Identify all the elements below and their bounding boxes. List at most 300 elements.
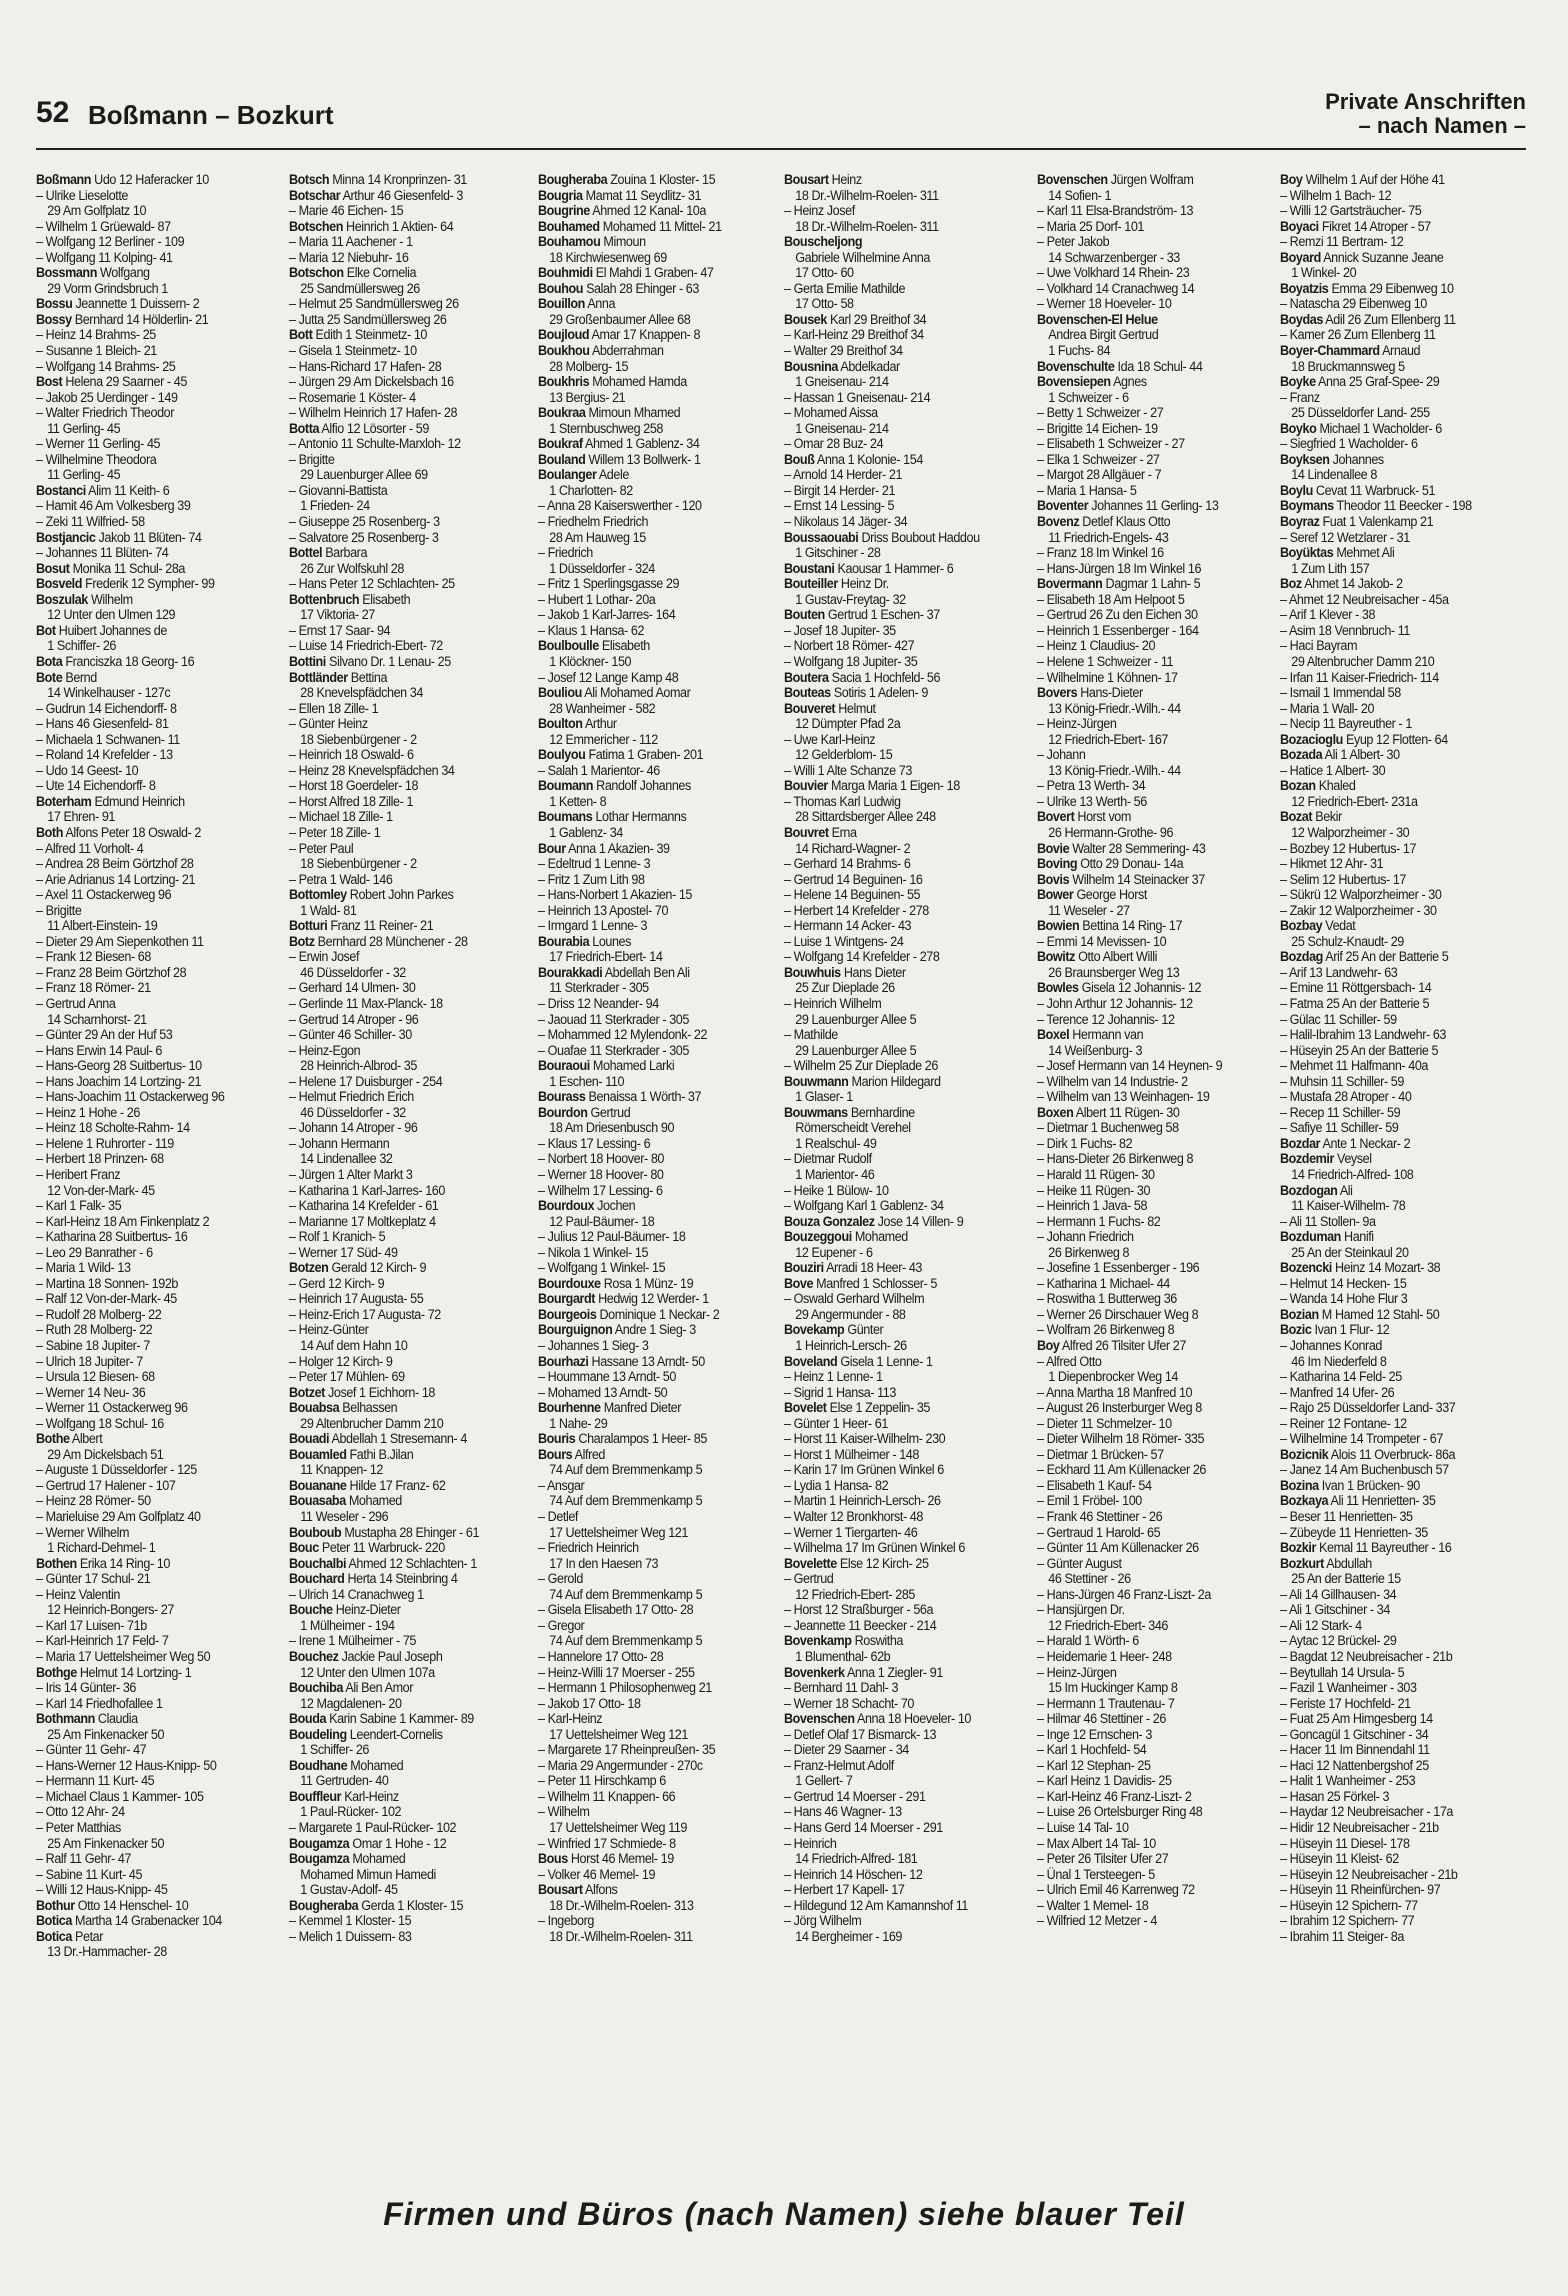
directory-entry: Boving Otto 29 Donau- 14a (1037, 856, 1184, 872)
directory-entry: 14 Bergheimer - 169 (795, 1928, 902, 1944)
directory-entry: 1 Nahe- 29 (549, 1415, 608, 1431)
directory-entry: 18 Am Driesenbusch 90 (549, 1120, 675, 1136)
directory-entry: Boyraz Fuat 1 Valenkamp 21 (1280, 514, 1434, 530)
surname: Bossu (36, 296, 73, 312)
directory-entry: – Wilhelmine 14 Trompeter - 67 (1280, 1431, 1443, 1447)
surname: Bouwmans (784, 1104, 848, 1120)
directory-entry: 14 Scharnhorst- 21 (47, 1011, 147, 1027)
directory-entry: Bouboub Mustapha 28 Ehinger - 61 (289, 1524, 480, 1540)
surname: Bost (36, 374, 63, 390)
directory-entry: – Gertrud 14 Moerser - 291 (784, 1788, 926, 1804)
directory-entry: – Dieter 29 Am Siepenkothen 11 (36, 933, 204, 949)
directory-entry: – Karl 12 Stephan- 25 (1037, 1757, 1151, 1773)
directory-entry: Boukraf Ahmed 1 Gablenz- 34 (538, 436, 700, 452)
surname: Bovert (1037, 809, 1075, 825)
directory-entry: 1 Gablenz- 34 (549, 824, 623, 840)
directory-entry: – Harald 11 Rügen- 30 (1037, 1167, 1155, 1182)
directory-entry: – Johann Friedrich (1037, 1229, 1134, 1245)
directory-entry: – Margarete 17 Rheinpreußen- 35 (538, 1742, 716, 1758)
directory-entry: Boszulak Wilhelm (36, 591, 133, 607)
directory-entry: – Oswald Gerhard Wilhelm (784, 1291, 925, 1307)
surname: Bozdag (1280, 949, 1323, 965)
directory-entry: – Maria 17 Uettelsheimer Weg 50 (36, 1648, 211, 1664)
directory-entry: – Friedrich (538, 545, 593, 561)
directory-entry: – Hüseyin 11 Kleist- 62 (1280, 1851, 1399, 1867)
directory-entry: – Franz 28 Beim Görtzhof 28 (36, 964, 187, 980)
directory-entry: Bougria Mamat 11 Seydlitz- 31 (538, 187, 702, 203)
directory-entry: – Günter 46 Schiller- 30 (289, 1027, 412, 1043)
surname: Bouabsa (289, 1400, 340, 1416)
directory-entry: – Roland 14 Krefelder - 13 (36, 747, 173, 763)
directory-entry: – Günter 1 Heer- 61 (784, 1415, 888, 1431)
directory-entry: – Wanda 14 Hohe Flur 3 (1280, 1291, 1408, 1307)
directory-entry: 18 Bruckmannsweg 5 (1291, 358, 1405, 374)
surname: Bozkaya (1280, 1493, 1329, 1509)
surname: Bous (538, 1851, 568, 1867)
directory-entry: Boxen Albert 11 Rügen- 30 (1037, 1104, 1180, 1120)
surname: Bouland (538, 451, 586, 467)
directory-entry: Bottenbruch Elisabeth (289, 591, 411, 607)
directory-entry: – Luise 14 Friedrich-Ebert- 72 (289, 638, 443, 654)
directory-entry: – Wolfgang 11 Kolping- 41 (36, 249, 173, 265)
directory-entry: – Gerd 12 Kirch- 9 (289, 1275, 385, 1291)
surname: Bovenschen (784, 1711, 855, 1727)
directory-entry: – Werner 18 Hoeveler- 10 (1037, 296, 1172, 312)
directory-entry: Bozdag Arif 25 An der Batterie 5 (1280, 949, 1449, 965)
directory-entry: 18 Siebenbürgener - 2 (300, 731, 417, 747)
directory-entry: Bozat Bekir (1280, 809, 1342, 825)
directory-entry: Bovenz Detlef Klaus Otto (1037, 514, 1171, 530)
directory-entry: 1 Gellert- 7 (795, 1773, 853, 1789)
directory-entry: – Julius 12 Paul-Bäumer- 18 (538, 1229, 686, 1245)
directory-entry: – Ouafae 11 Sterkrader - 305 (538, 1042, 689, 1058)
directory-entry: – Fritz 1 Sperlingsgasse 29 (538, 576, 680, 592)
directory-entry: Bouamled Fathi B.Jilan (289, 1446, 414, 1462)
directory-entry: – Halil-Ibrahim 13 Landwehr- 63 (1280, 1027, 1446, 1043)
directory-entry: – Emine 11 Röttgersbach- 14 (1280, 980, 1432, 996)
directory-entry: Bouraoui Mohamed Larki (538, 1058, 675, 1074)
directory-entry: – Wilhelm 1 Grüewald- 87 (36, 218, 171, 234)
directory-entry: – Heinrich 17 Augusta- 55 (289, 1291, 424, 1307)
directory-entry: – Lydia 1 Hansa- 82 (784, 1477, 889, 1493)
directory-entry: 14 Richard-Wagner- 2 (795, 840, 911, 856)
directory-entry: – Selim 12 Hubertus- 17 (1280, 871, 1407, 887)
directory-entry: – Gertrud Anna (36, 995, 116, 1011)
directory-entry: Bovensiepen Agnes (1037, 374, 1147, 390)
directory-entry: – Helmut 14 Hecken- 15 (1280, 1275, 1407, 1291)
surname: Botturi (289, 918, 328, 934)
directory-entry: – Karl-Heinrich 17 Feld- 7 (36, 1633, 169, 1649)
directory-entry: – Maria 12 Niebuhr- 16 (289, 249, 409, 265)
directory-entry: – Heinz Valentin (36, 1586, 120, 1602)
directory-entry: Boyüktas Mehmet Ali (1280, 545, 1395, 561)
directory-entry: 25 An der Steinkaul 20 (1291, 1244, 1409, 1260)
surname: Bouris (538, 1431, 576, 1447)
directory-entry: Bouda Karin Sabine 1 Kammer- 89 (289, 1711, 474, 1727)
directory-entry: – Wolfgang 18 Jupiter- 35 (784, 653, 918, 669)
directory-entry: 1 Wald- 81 (300, 902, 357, 918)
directory-entry: – Maria 1 Hansa- 5 (1037, 482, 1137, 498)
directory-entry: – Petra 13 Werth- 34 (1037, 778, 1146, 794)
directory-entry: – Reiner 12 Fontane- 12 (1280, 1415, 1407, 1431)
directory-entry: – Hüseyin 11 Diesel- 178 (1280, 1835, 1410, 1851)
directory-entry: – Katharina 1 Karl-Jarres- 160 (289, 1182, 445, 1198)
surname: Bouche (289, 1602, 333, 1618)
directory-entry: 12 Friedrich-Ebert- 167 (1048, 731, 1168, 747)
surname: Bouda (289, 1711, 327, 1727)
directory-entry: – Gerold (538, 1571, 583, 1587)
directory-entry: – Arif 13 Landwehr- 63 (1280, 964, 1398, 980)
surname: Bove (784, 1275, 814, 1291)
directory-entry: – Gerhard 14 Ulmen- 30 (289, 980, 416, 996)
directory-entry: Bowles Gisela 12 Johannis- 12 (1037, 980, 1202, 996)
directory-entry: 46 Düsseldorfer - 32 (300, 964, 406, 980)
directory-entry: Bozina Ivan 1 Brücken- 90 (1280, 1477, 1420, 1493)
surname: Bouliou (538, 685, 582, 701)
directory-entry: – Janez 14 Am Buchenbusch 57 (1280, 1462, 1449, 1478)
directory-entry: Both Alfons Peter 18 Oswald- 2 (36, 824, 202, 840)
directory-entry: – Nikolaus 14 Jäger- 34 (784, 514, 908, 530)
directory-entry: 18 Kirchwiesenweg 69 (549, 249, 667, 265)
surname: Boyatzis (1280, 280, 1329, 296)
directory-entry: Boumann Randolf Johannes (538, 778, 691, 794)
surname: Bostjancic (36, 529, 96, 545)
directory-entry: – Fuat 25 Am Himgesberg 14 (1280, 1711, 1433, 1727)
directory-entry: – Jürgen 29 Am Dickelsbach 16 (289, 374, 454, 390)
directory-entry: – John Arthur 12 Johannis- 12 (1037, 995, 1193, 1011)
directory-entry: – Günter 29 An der Huf 53 (36, 1027, 173, 1043)
surname: Boulboulle (538, 638, 599, 654)
directory-entry: – Werner Wilhelm (36, 1524, 130, 1540)
directory-entry: – Ellen 18 Zille- 1 (289, 700, 379, 716)
directory-entry: – Elisabeth 1 Kauf- 54 (1037, 1477, 1152, 1493)
directory-entry: – Andrea 28 Beim Görtzhof 28 (36, 856, 194, 872)
directory-entry: 18 Dr.-Wilhelm-Roelen- 311 (795, 218, 939, 234)
directory-entry: Mohamed Mimun Hamedi (300, 1866, 436, 1882)
directory-entry: – Heribert Franz (36, 1167, 121, 1182)
directory-entry: – Fazil 1 Wanheimer - 303 (1280, 1680, 1417, 1696)
directory-entry: – Elka 1 Schweizer - 27 (1037, 451, 1160, 467)
directory-entry: 1 Gneisenau- 214 (795, 374, 889, 390)
directory-entry: – Fatma 25 An der Batterie 5 (1280, 995, 1430, 1011)
surname: Bouvier (784, 778, 828, 794)
surname: Bovenkamp (784, 1633, 852, 1649)
directory-entry: – Michaela 1 Schwanen- 11 (36, 731, 180, 747)
directory-entry: – Hans-Werner 12 Haus-Knipp- 50 (36, 1757, 217, 1773)
directory-entry: – Peter 11 Hirschkamp 6 (538, 1773, 666, 1789)
directory-entry: – Jörg Wilhelm (784, 1913, 862, 1929)
surname: Bouadi (289, 1431, 330, 1447)
surname: Bouscheljong (784, 234, 863, 250)
directory-entry: – Anna Martha 18 Manfred 10 (1037, 1384, 1193, 1400)
directory-entry: – Hans Peter 12 Schlachten- 25 (289, 576, 455, 592)
directory-entry: – Wolfgang 14 Brahms- 25 (36, 358, 176, 374)
surname: Bouchard (289, 1571, 345, 1587)
directory-entry: 12 Unter den Ulmen 107a (300, 1664, 435, 1680)
directory-entry: Bove Manfred 1 Schlosser- 5 (784, 1275, 937, 1291)
directory-entry: Bourhenne Manfred Dieter (538, 1400, 682, 1416)
directory-entry: – Winfried 17 Schmiede- 8 (538, 1835, 676, 1851)
directory-entry: 13 Dr.-Hammacher- 28 (47, 1944, 167, 1960)
directory-entry: Bozada Ali 1 Albert- 30 (1280, 747, 1400, 763)
directory-entry: Bousart Heinz (784, 172, 862, 187)
surname: Bousart (784, 172, 829, 187)
directory-entry: – Helene 1 Ruhrorter - 119 (36, 1135, 174, 1151)
directory-entry: – Hans 46 Wagner- 13 (784, 1804, 902, 1820)
directory-entry: – Heinz 28 Knevelspfädchen 34 (289, 762, 455, 778)
surname: Bourhazi (538, 1353, 589, 1369)
directory-entry: – Natascha 29 Eibenweg 10 (1280, 296, 1427, 312)
directory-entry: 1 Heinrich-Lersch- 26 (795, 1338, 907, 1354)
surname: Boyer-Chammard (1280, 343, 1380, 359)
directory-entry: – Walter 29 Breithof 34 (784, 343, 903, 359)
surname: Bower (1037, 887, 1074, 903)
directory-entry: – Necip 11 Bayreuther - 1 (1280, 716, 1412, 732)
directory-entry: – Hermann 14 Acker- 43 (784, 918, 912, 934)
surname: Bowitz (1037, 949, 1076, 965)
directory-entry: Boventer Johannes 11 Gerling- 13 (1037, 498, 1219, 514)
surname: Bouc (289, 1540, 319, 1556)
surname: Bovenschen-El Helue (1037, 311, 1158, 327)
surname: Boujloud (538, 327, 590, 343)
directory-entry: – Heinz 1 Lenne- 1 (784, 1369, 883, 1385)
surname: Bozan (1280, 778, 1316, 794)
directory-entry: Bouhou Salah 28 Ehinger - 63 (538, 280, 699, 296)
column-6 (1280, 172, 1502, 2154)
surname: Botzen (289, 1260, 329, 1276)
section-title (1325, 90, 1526, 138)
surname: Boulanger (538, 467, 597, 483)
directory-entry: 14 Lindenallee 8 (1291, 467, 1377, 483)
surname: Boz (1280, 576, 1302, 592)
directory-entry: – Melich 1 Duissern- 83 (289, 1928, 412, 1944)
directory-entry: – Walter 1 Memel- 18 (1037, 1897, 1149, 1913)
directory-entry: 1 Düsseldorfer - 324 (549, 560, 655, 576)
surname: Boudeling (289, 1726, 347, 1742)
directory-entry: Botzet Josef 1 Eichhorn- 18 (289, 1384, 435, 1400)
directory-entry: – Harald 1 Wörth- 6 (1037, 1633, 1139, 1649)
directory-entry: – Jürgen 1 Alter Markt 3 (289, 1167, 413, 1182)
directory-entry: Boyer-Chammard Arnaud (1280, 343, 1421, 359)
directory-entry: – Seref 12 Wetzlarer - 31 (1280, 529, 1410, 545)
directory-entry (784, 234, 1006, 250)
directory-entry: – Hermann 11 Kurt- 45 (36, 1773, 155, 1789)
directory-entry: 28 Heinrich-Albrod- 35 (300, 1058, 417, 1074)
directory-entry: 13 Bergius- 21 (549, 389, 626, 405)
directory-entry: Bossmann Wolfgang (36, 265, 150, 281)
directory-entry: – Hidir 12 Neubreisacher - 21b (1280, 1819, 1439, 1835)
directory-entry: – Hannelore 17 Otto- 28 (538, 1648, 664, 1664)
directory-entry: Bovekamp Günter (784, 1322, 884, 1338)
directory-entry: – Brigitte (289, 451, 335, 467)
directory-entry: – Dieter 11 Schmelzer- 10 (1037, 1415, 1172, 1431)
directory-entry: – Hildegund 12 Am Kamannshof 11 (784, 1897, 968, 1913)
surname: Boxen (1037, 1104, 1074, 1120)
directory-entry: Boyatzis Emma 29 Eibenweg 10 (1280, 280, 1454, 296)
surname: Bourgardt (538, 1291, 596, 1307)
directory-entry: – Friedhelm Friedrich (538, 514, 649, 530)
directory-entry: – Heinz-Erich 17 Augusta- 72 (289, 1306, 441, 1322)
directory-entry: 25 Am Finkenacker 50 (47, 1726, 165, 1742)
directory-entry: – Wilhelmine Theodora (36, 451, 157, 467)
directory-entry: Andrea Birgit Gertrud (1048, 327, 1159, 343)
surname: Bozian (1280, 1306, 1319, 1322)
directory-entry: Boyke Anna 25 Graf-Spee- 29 (1280, 374, 1440, 390)
surname: Boylu (1280, 482, 1313, 498)
directory-entry: – Susanne 1 Bleich- 21 (36, 343, 157, 359)
directory-entry: 17 Uettelsheimer Weg 119 (549, 1819, 687, 1835)
directory-entry: 12 Friedrich-Ebert- 285 (795, 1586, 915, 1602)
directory-entry: – Margarete 1 Paul-Rücker- 102 (289, 1819, 457, 1835)
surname: Botica (36, 1928, 72, 1944)
surname: Boyke (1280, 374, 1316, 390)
directory-entry: Bovelette Else 12 Kirch- 25 (784, 1555, 929, 1571)
directory-entry: – Gregor (538, 1617, 585, 1633)
directory-entry: – Sabine 18 Jupiter- 7 (36, 1338, 150, 1354)
directory-entry: Boumans Lothar Hermanns (538, 809, 687, 825)
directory-entry: – Irmgard 1 Lenne- 3 (538, 918, 648, 934)
directory-entry: – Udo 14 Geest- 10 (36, 762, 139, 778)
directory-entry: – Heinz Josef (784, 203, 855, 219)
directory-entry: 46 Im Niederfeld 8 (1291, 1353, 1387, 1369)
directory-entry: 1 Schweizer - 6 (1048, 389, 1129, 405)
directory-entry: – Muhsin 11 Schiller- 59 (1280, 1073, 1404, 1089)
directory-entry: 17 Otto- 60 (795, 265, 854, 281)
directory-entry: 14 Friedrich-Alfred- 108 (1291, 1167, 1414, 1182)
directory-entry: Bouhmidi El Mahdi 1 Graben- 47 (538, 265, 714, 281)
directory-entry: Bouzeggoui Mohamed (784, 1229, 908, 1245)
directory-entry: – Wilhelm 17 Lessing- 6 (538, 1182, 663, 1198)
directory-entry: – Siegfried 1 Wacholder- 6 (1280, 436, 1418, 452)
directory-entry: Bott Edith 1 Steinmetz- 10 (289, 327, 428, 343)
directory-entry: – Hans-Dieter 26 Birkenweg 8 (1037, 1151, 1194, 1167)
directory-entry: – Katharina 14 Krefelder - 61 (289, 1198, 439, 1214)
surname: Bozdar (1280, 1135, 1321, 1151)
surname: Bostanci (36, 482, 86, 498)
surname: Bossy (36, 311, 72, 327)
directory-entry: 26 Birkenweg 8 (1048, 1244, 1130, 1260)
directory-entry: – Wilhelmine 1 Köhnen- 17 (1037, 669, 1178, 685)
surname: Bouboub (289, 1524, 342, 1540)
directory-entry: 1 Blumenthal- 62b (795, 1648, 891, 1664)
directory-entry: – Ernst 14 Lessing- 5 (784, 498, 895, 514)
directory-entry: 25 Düsseldorfer Land- 255 (1291, 405, 1430, 421)
surname: Bouzeggoui (784, 1229, 852, 1245)
surname: Boulton (538, 716, 583, 732)
directory-entry: – Bagdat 12 Neubreisacher - 21b (1280, 1648, 1453, 1664)
directory-entry: Boz Ahmet 14 Jakob- 2 (1280, 576, 1403, 592)
directory-entry: – Horst Alfred 18 Zille- 1 (289, 793, 414, 809)
surname: Bothe (36, 1431, 70, 1447)
directory-entry: 29 Lauenburger Allee 5 (795, 1011, 917, 1027)
directory-entry: – Gertrud 17 Halener - 107 (36, 1477, 176, 1493)
directory-entry: Bozic Ivan 1 Flur- 12 (1280, 1322, 1390, 1338)
directory-entry: – Ulrike Lieselotte (36, 187, 129, 203)
directory-entry: Bowitz Otto Albert Willi (1037, 949, 1157, 965)
directory-entry: 12 Friedrich-Ebert- 231a (1291, 793, 1418, 809)
directory-entry: Bougamza Mohamed (289, 1851, 406, 1867)
surname: Bottomley (289, 887, 347, 903)
directory-entry: – Bernhard 11 Dahl- 3 (784, 1680, 899, 1696)
directory-entry: – Edeltrud 1 Lenne- 3 (538, 856, 651, 872)
directory-entry: Bovers Hans-Dieter (1037, 685, 1143, 701)
directory-entry: – Hassan 1 Gneisenau- 214 (784, 389, 931, 405)
directory-entry: Boyaci Fikret 14 Atroper - 57 (1280, 218, 1431, 234)
directory-entry: – Werner 11 Ostackerweg 96 (36, 1400, 188, 1416)
directory-entry: – Petra 1 Wald- 146 (289, 871, 393, 887)
directory-entry: Bouffleur Karl-Heinz (289, 1788, 399, 1804)
surname: Bovenschulte (1037, 358, 1115, 374)
directory-entry: 12 Unter den Ulmen 129 (47, 607, 176, 623)
directory-entry: – Omar 28 Buz- 24 (784, 436, 884, 452)
directory-entry: – Katharina 14 Feld- 25 (1280, 1369, 1402, 1385)
directory-entry (1037, 312, 1259, 328)
directory-entry: – Dieter 29 Saarner - 34 (784, 1742, 909, 1758)
directory-entry: – Friedrich Heinrich (538, 1540, 639, 1556)
directory-entry: – Karin 17 Im Grünen Winkel 6 (784, 1462, 944, 1478)
directory-entry: – Ingeborg (538, 1913, 594, 1929)
surname: Bougria (538, 187, 583, 203)
directory-entry: – Max Albert 14 Tal- 10 (1037, 1835, 1156, 1851)
directory-entry: 1 Zum Lith 157 (1291, 560, 1370, 576)
directory-entry: 1 Richard-Dehmel- 1 (47, 1540, 156, 1556)
directory-entry: – Elisabeth 18 Am Helpoot 5 (1037, 591, 1185, 607)
column-3 (538, 172, 760, 2154)
surname: Boyüktas (1280, 545, 1334, 561)
directory-entry: Bovenkerk Anna 1 Ziegler- 91 (784, 1664, 943, 1680)
directory-entry: – Herbert 18 Prinzen- 68 (36, 1151, 164, 1167)
directory-entry: Bouasaba Mohamed (289, 1493, 402, 1509)
surname: Bossmann (36, 265, 97, 281)
directory-entry: – Peter 17 Mühlen- 69 (289, 1369, 405, 1385)
directory-entry: – Hasan 25 Förkel- 3 (1280, 1788, 1390, 1804)
surname: Bovie (1037, 840, 1070, 856)
directory-entry: Botturi Franz 11 Reiner- 21 (289, 918, 434, 934)
directory-entry: 29 Altenbrucher Damm 210 (300, 1415, 444, 1431)
directory-entry: – Karl-Heinz 46 Franz-Liszt- 2 (1037, 1788, 1192, 1804)
directory-entry: 13 König-Friedr.-Wilh.- 44 (1048, 762, 1181, 778)
directory-entry: 1 Charlotten- 82 (549, 482, 633, 498)
directory-entry: Bourabia Lounes (538, 933, 632, 949)
directory-entry: – Heike 11 Rügen- 30 (1037, 1182, 1151, 1198)
directory-entry: – Dieter Wilhelm 18 Römer- 335 (1037, 1431, 1205, 1447)
directory-entry: – Hans-Joachim 11 Ostackerweg 96 (36, 1089, 225, 1105)
directory-entry: – Gertrud 26 Zu den Eichen 30 (1037, 607, 1198, 623)
directory-entry: 1 Eschen- 110 (549, 1073, 625, 1089)
surname: Bourguignon (538, 1322, 613, 1338)
surname: Bourabia (538, 933, 590, 949)
directory-entry: – Peter Paul (289, 840, 354, 856)
directory-entry: – Salvatore 25 Rosenberg- 3 (289, 529, 439, 545)
directory-entry: – Heinz 18 Scholte-Rahm- 14 (36, 1120, 190, 1136)
directory-entry: 29 Großenbaumer Allee 68 (549, 311, 691, 327)
directory-entry: – Günter August (1037, 1555, 1122, 1571)
surname: Bovelet (784, 1400, 827, 1416)
directory-entry: – Jakob 25 Uerdinger - 149 (36, 389, 178, 405)
directory-entry: Botschar Arthur 46 Giesenfeld- 3 (289, 187, 463, 203)
surname: Boyaci (1280, 218, 1319, 234)
directory-entry: Bouanane Hilde 17 Franz- 62 (289, 1477, 446, 1493)
surname: Bouhmidi (538, 265, 593, 281)
directory-entry: – Emil 1 Fröbel- 100 (1037, 1493, 1142, 1509)
directory-entry: – Haci Bayram (1280, 638, 1358, 654)
surname: Bozacioglu (1280, 731, 1343, 747)
directory-entry: Bothe Albert (36, 1431, 103, 1447)
directory-entry: – Driss 12 Neander- 94 (538, 995, 659, 1011)
directory-entry: 1 Ketten- 8 (549, 793, 607, 809)
directory-entry: 1 Gitschiner - 28 (795, 545, 881, 561)
column-1 (36, 172, 258, 2154)
